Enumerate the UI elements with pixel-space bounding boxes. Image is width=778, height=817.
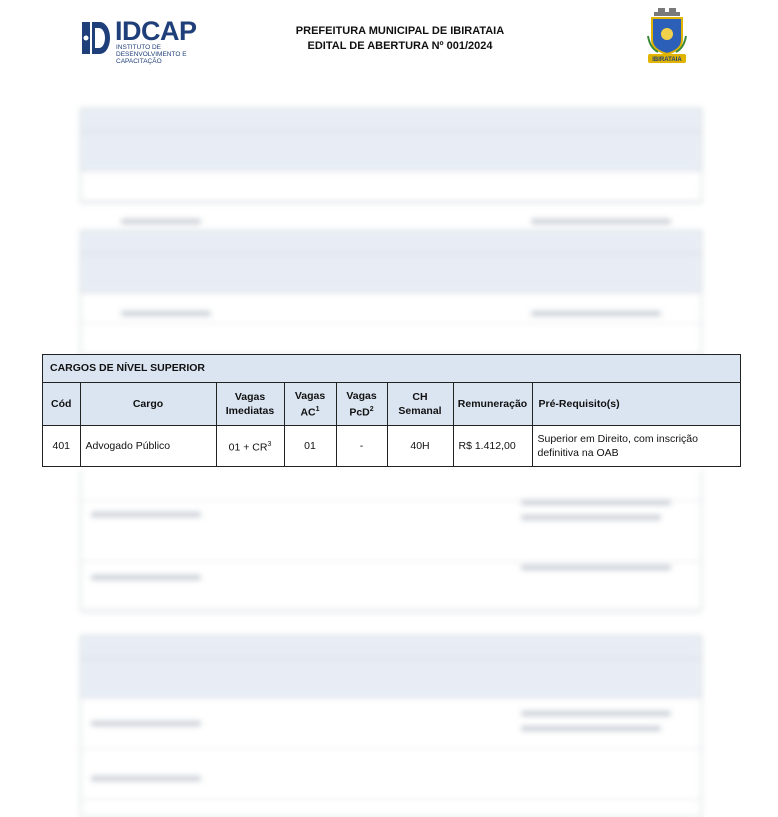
logo-text: IDCAP <box>115 16 197 46</box>
col-header-ch-semanal: CH Semanal <box>387 383 453 426</box>
cell-cargo: Advogado Público <box>80 426 216 467</box>
page-header <box>0 0 778 70</box>
blurred-section <box>80 230 702 356</box>
cargos-grid <box>43 383 740 466</box>
col-header-remuneracao: Remuneração <box>453 383 532 426</box>
cell-ch-semanal: 40H <box>387 426 453 467</box>
col-header-cod: Cód <box>43 383 80 426</box>
logo-subtitle: INSTITUTO DE DESENVOLVIMENTO E CAPACITAÇÃO <box>116 44 187 65</box>
cell-cod: 401 <box>43 426 80 467</box>
blurred-section <box>80 108 702 203</box>
col-header-vagas-imediatas: Vagas Imediatas <box>216 383 284 426</box>
col-header-pre-requisito: Pré-Requisito(s) <box>532 383 740 426</box>
table-row <box>43 426 740 467</box>
document-title <box>240 24 560 54</box>
idcap-logo <box>82 16 212 65</box>
col-header-vagas-pcd: Vagas PcD$^2$ <box>336 383 387 426</box>
municipal-crest-icon <box>646 6 688 66</box>
cell-vagas-ac: 01 <box>284 426 336 467</box>
col-header-cargo: Cargo <box>80 383 216 426</box>
title-line-1: PREFEITURA MUNICIPAL DE IBIRATAIA <box>295 25 505 37</box>
cell-vagas-pcd: - <box>336 426 387 467</box>
section-title: CARGOS DE NÍVEL SUPERIOR <box>43 355 740 383</box>
cell-remuneracao: R$ 1.412,00 <box>453 426 532 467</box>
blurred-section <box>80 470 702 611</box>
blurred-section <box>80 635 702 817</box>
table-header-row <box>43 383 740 426</box>
col-header-vagas-ac: Vagas $AC^1$ <box>284 383 336 426</box>
title-line-2: EDITAL DE ABERTURA Nº 001/2024 <box>307 40 493 52</box>
idcap-logo-icon <box>82 18 110 58</box>
cargos-table <box>42 354 741 467</box>
cell-pre-requisito: Superior em Direito, com inscrição definitiva na OAB <box>537 433 698 459</box>
crest-label: IBIRATAIA <box>652 57 682 63</box>
cell-vagas-imediatas: $01 + CR^3$ <box>216 426 284 467</box>
